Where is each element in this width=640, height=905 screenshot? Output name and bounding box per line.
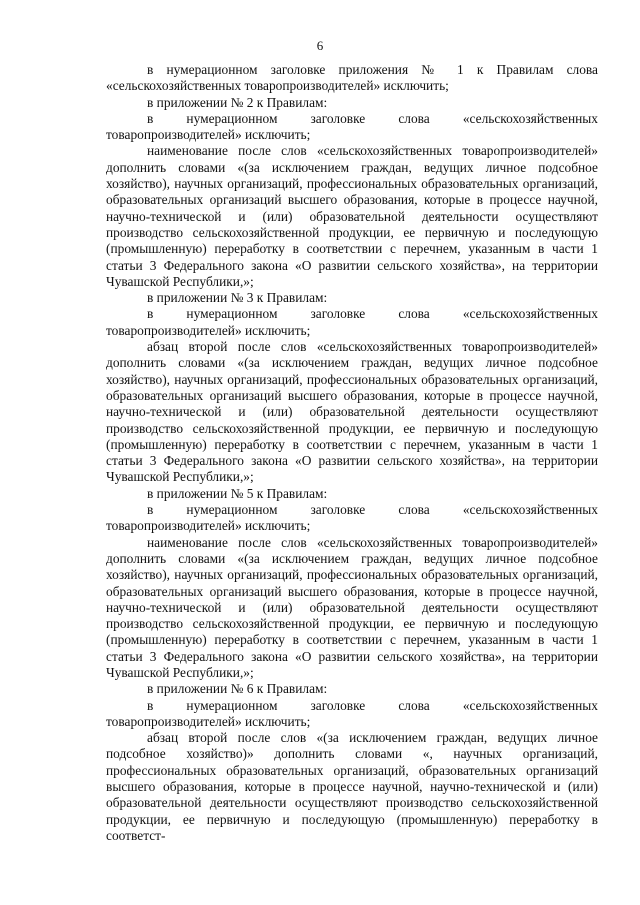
paragraph: в приложении № 2 к Правилам: (147, 94, 328, 110)
paragraph: в нумерационном заголовке слова «сельскохозяйственных товаропроизводителей» исключить; (106, 697, 598, 729)
paragraph: в приложении № 3 к Правилам: (147, 290, 328, 306)
page-number: 6 (316, 38, 324, 53)
paragraph: абзац второй после слов «(за исключением граждан, ведущих личное подсобное хозяйство)» дополнить словами «, научных организаций, профессиональных образовательных организаций, образовательных организаций высшего образования, которые в процессе научной, научно-технической и (или) образовательной деятельности осуществляют производство сельскохозяйственной продукции, ее первичную и последующую (промышленную) переработку в соответст- (106, 730, 598, 843)
paragraph: в приложении № 5 к Правилам: (147, 485, 328, 501)
paragraph: в нумерационном заголовке слова «сельскохозяйственных товаропроизводителей» исключить; (106, 306, 598, 338)
paragraph: наименование после слов «сельскохозяйственных товаропроизводителей» дополнить словами «(за исключением граждан, ведущих личное подсобное хозяйство), научных организаций, профессиональных образовательных организаций, образовательных организаций высшего образования, которые в процессе научной, научно-технической и (или) образовательной деятельности осуществляют производство сельскохозяйственной продукции, ее первичную и последующую (промышленную) переработку в соответствии с перечнем, указанным в части 1 статьи 3 Федерального закона «О развитии сельского хозяйства», на территории Чувашской Республики,»; (106, 534, 598, 680)
paragraph: в приложении № 6 к Правилам: (147, 681, 328, 697)
paragraph: наименование после слов «сельскохозяйственных товаропроизводителей» дополнить словами «(за исключением граждан, ведущих личное подсобное хозяйство), научных организаций, профессиональных образовательных организаций, образовательных организаций высшего образования, которые в процессе научной, научно-технической и (или) образовательной деятельности осуществляют производство сельскохозяйственной продукции, ее первичную и последующую (промышленную) переработку в соответствии с перечнем, указанным в части 1 статьи 3 Федерального закона «О развитии сельского хозяйства», на территории Чувашской Республики,»; (106, 143, 598, 289)
document-body (106, 62, 598, 844)
paragraph: в нумерационном заголовке приложения № 1 к Правилам слова «сельскохозяйственных товаропроизводителей» исключить; (106, 62, 598, 94)
paragraph: в нумерационном заголовке слова «сельскохозяйственных товаропроизводителей» исключить; (106, 502, 598, 534)
paragraph: в нумерационном заголовке слова «сельскохозяйственных товаропроизводителей» исключить; (106, 110, 598, 143)
paragraph: абзац второй после слов «сельскохозяйственных товаропроизводителей» дополнить словами «(за исключением граждан, ведущих личное подсобное хозяйство), научных организаций, профессиональных образовательных организаций, образовательных организаций высшего образования, которые в процессе научной, научно-технической и (или) образовательной деятельности осуществляют производство сельскохозяйственной продукции, ее первичную и последующую (промышленную) переработку в соответствии с перечнем, указанным в части 1 статьи 3 Федерального закона «О развитии сельского хозяйства», на территории Чувашской Республики,»; (106, 339, 598, 485)
